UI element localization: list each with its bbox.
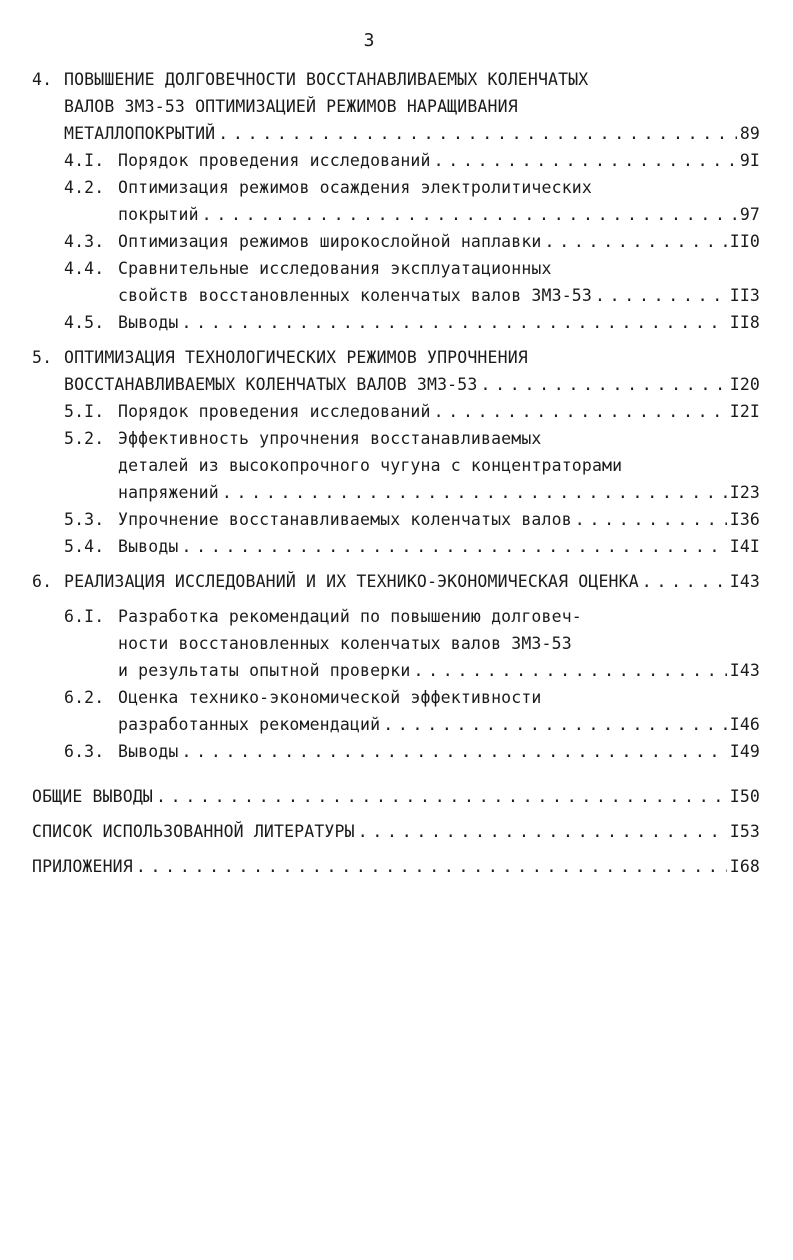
toc-text: ПРИЛОЖЕНИЯ [32, 857, 133, 876]
toc-line [32, 371, 760, 398]
toc-line [32, 506, 760, 533]
leader-dots [413, 657, 726, 684]
leader-dots [182, 309, 727, 336]
toc-page: I53 [729, 822, 760, 841]
toc-number: 6.I. [64, 607, 105, 626]
leader-dots [202, 201, 737, 228]
toc-text: и результаты опытной проверки [118, 661, 411, 680]
toc-text: Эффективность упрочнения восстанавливаемых [118, 429, 542, 448]
toc-number: 5.I. [64, 402, 105, 421]
toc-line [32, 201, 760, 228]
toc-number: 6.3. [64, 742, 105, 761]
toc-text: ОПТИМИЗАЦИЯ ТЕХНОЛОГИЧЕСКИХ РЕЖИМОВ УПРОЧНЕНИЯ [64, 348, 528, 367]
toc-page: I46 [729, 715, 760, 734]
leader-dots [434, 398, 727, 425]
toc-page: I43 [729, 572, 760, 591]
leader-dots [575, 506, 727, 533]
toc-page: I2I [729, 402, 760, 421]
toc-line [32, 309, 760, 336]
toc-text: свойств восстановленных коленчатых валов ЗМЗ-53 [118, 286, 592, 305]
toc-line [32, 657, 760, 684]
toc-number: 5.3. [64, 510, 105, 529]
toc-page: I43 [729, 661, 760, 680]
toc-text: Порядок проведения исследований [118, 402, 431, 421]
toc-line [32, 711, 760, 738]
leader-dots [383, 711, 727, 738]
toc-number: 4.3. [64, 232, 105, 251]
toc-line [32, 147, 760, 174]
toc-page: II0 [729, 232, 760, 251]
toc-page: 89 [739, 124, 760, 143]
toc-text: деталей из высокопрочного чугуна с концентраторами [118, 456, 623, 475]
toc-text: Разработка рекомендаций по повышению долговеч- [118, 607, 582, 626]
toc-text: разработанных рекомендаций [118, 715, 381, 734]
toc-number: 4.5. [64, 313, 105, 332]
toc-page: II3 [729, 286, 760, 305]
leader-dots [182, 533, 727, 560]
toc-line [32, 174, 760, 201]
leader-dots [434, 147, 737, 174]
toc-line [32, 630, 760, 657]
toc-text: Оптимизация режимов широкослойной наплавки [118, 232, 542, 251]
toc-line [32, 425, 760, 452]
toc-line [32, 738, 760, 765]
leader-dots [480, 371, 726, 398]
toc-line [32, 853, 760, 880]
toc-number: 5.2. [64, 429, 105, 448]
leader-dots [218, 120, 737, 147]
toc-text: Порядок проведения исследований [118, 151, 431, 170]
toc-line [32, 684, 760, 711]
toc-text: ности восстановленных коленчатых валов ЗМЗ-53 [118, 634, 572, 653]
toc-page: II8 [729, 313, 760, 332]
toc-line [32, 603, 760, 630]
toc-text: СПИСОК ИСПОЛЬЗОВАННОЙ ЛИТЕРАТУРЫ [32, 822, 355, 841]
toc-number: 4.2. [64, 178, 105, 197]
toc-line [32, 398, 760, 425]
toc-line [32, 568, 760, 595]
toc-number: 4.4. [64, 259, 105, 278]
table-of-contents [32, 66, 760, 880]
toc-text: Упрочнение восстанавливаемых коленчатых валов [118, 510, 572, 529]
toc-line [32, 93, 760, 120]
leader-dots [222, 479, 727, 506]
leader-dots [136, 853, 727, 880]
toc-page: 97 [739, 205, 760, 224]
toc-text: Сравнительные исследования эксплуатационных [118, 259, 552, 278]
page-number: 3 [363, 30, 375, 51]
toc-page: I68 [729, 857, 760, 876]
toc-number: 6. [32, 572, 53, 591]
toc-number: 4. [32, 70, 53, 89]
toc-line [32, 228, 760, 255]
toc-text: РЕАЛИЗАЦИЯ ИССЛЕДОВАНИЙ И ИХ ТЕХНИКО-ЭКОНОМИЧЕСКАЯ ОЦЕНКА [64, 572, 639, 591]
toc-number: 5. [32, 348, 53, 367]
toc-line [32, 783, 760, 810]
toc-line [32, 818, 760, 845]
toc-page: I4I [729, 537, 760, 556]
toc-text: ВАЛОВ ЗМЗ-53 ОПТИМИЗАЦИЕЙ РЕЖИМОВ НАРАЩИВАНИЯ [64, 97, 518, 116]
toc-page: I50 [729, 787, 760, 806]
toc-text: ВОССТАНАВЛИВАЕМЫХ КОЛЕНЧАТЫХ ВАЛОВ ЗМЗ-53 [64, 375, 478, 394]
toc-text: Оценка технико-экономической эффективности [118, 688, 542, 707]
leader-dots [358, 818, 727, 845]
toc-line [32, 344, 760, 371]
toc-text: Выводы [118, 537, 179, 556]
toc-page: I23 [729, 483, 760, 502]
toc-text: покрытий [118, 205, 199, 224]
toc-line [32, 120, 760, 147]
leader-dots [182, 738, 727, 765]
toc-line [32, 282, 760, 309]
toc-text: Оптимизация режимов осаждения электролитических [118, 178, 592, 197]
leader-dots [642, 568, 727, 595]
toc-page: I36 [729, 510, 760, 529]
toc-line [32, 255, 760, 282]
toc-text: ОБЩИЕ ВЫВОДЫ [32, 787, 154, 806]
toc-number: 6.2. [64, 688, 105, 707]
leader-dots [545, 228, 727, 255]
leader-dots [595, 282, 727, 309]
toc-line [32, 533, 760, 560]
toc-text: напряжений [118, 483, 219, 502]
toc-text: МЕТАЛЛОПОКРЫТИЙ [64, 124, 216, 143]
toc-line [32, 452, 760, 479]
toc-line [32, 66, 760, 93]
leader-dots [156, 783, 727, 810]
toc-line [32, 479, 760, 506]
toc-text: Выводы [118, 742, 179, 761]
toc-text: Выводы [118, 313, 179, 332]
toc-number: 4.I. [64, 151, 105, 170]
toc-text: ПОВЫШЕНИЕ ДОЛГОВЕЧНОСТИ ВОССТАНАВЛИВАЕМЫХ КОЛЕНЧАТЫХ [64, 70, 589, 89]
toc-page: I49 [729, 742, 760, 761]
toc-number: 5.4. [64, 537, 105, 556]
toc-page: 9I [739, 151, 760, 170]
toc-page: I20 [729, 375, 760, 394]
